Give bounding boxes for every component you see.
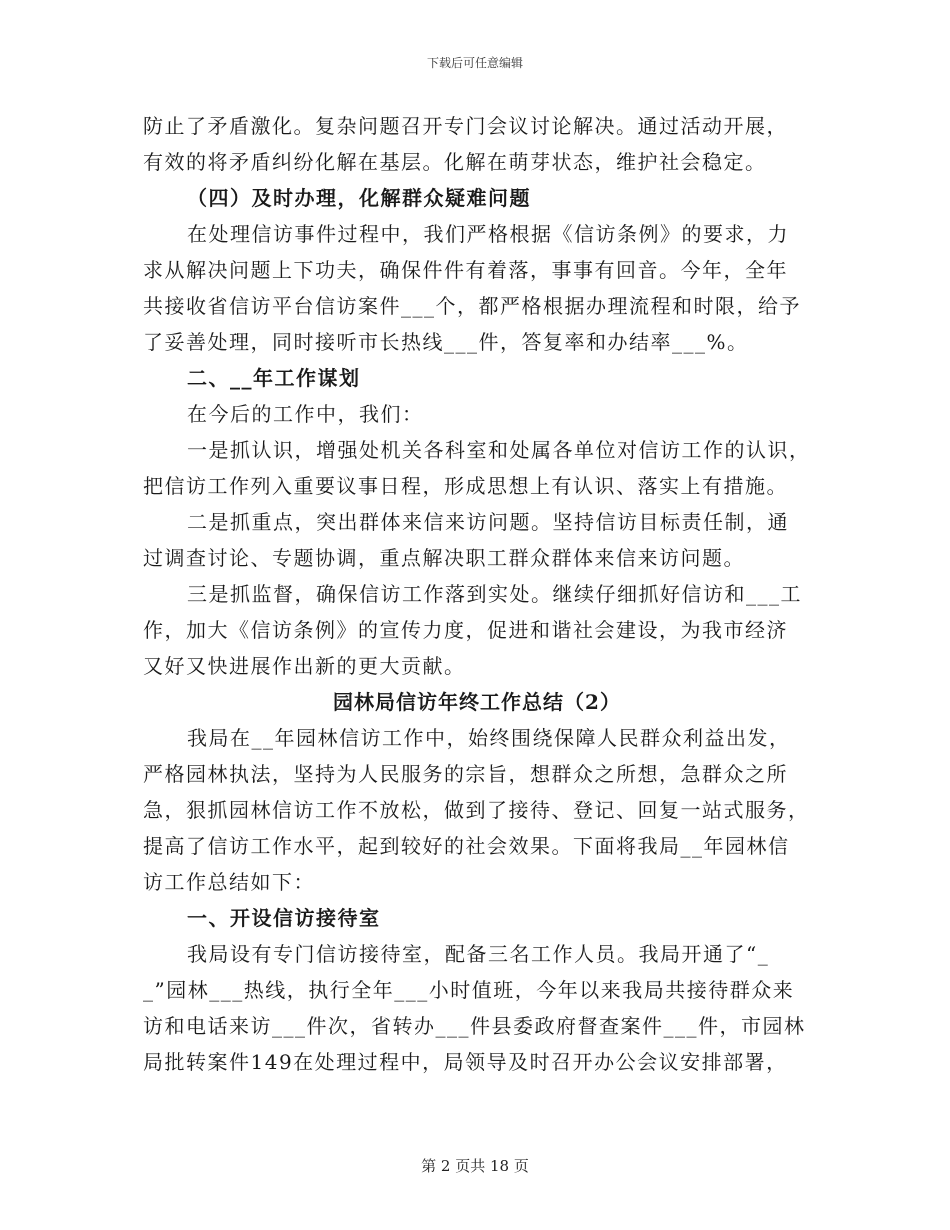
text-line: 有效的将矛盾纠纷化解在基层。化解在萌芽状态，维护社会稳定。 <box>143 150 767 174</box>
page-number: 第 2 页共 18 页 <box>421 1157 529 1175</box>
text-line: 严格园林执法，坚持为人民服务的宗旨，想群众之所想，急群众之所 <box>143 762 788 786</box>
section-heading: 园林局信访年终工作总结（2） <box>333 690 621 714</box>
document-body <box>143 108 811 1080</box>
text-line: 作，加大《信访条例》的宣传力度，促进和谐社会建设，为我市经济 <box>143 618 788 642</box>
text-line: 局批转案件149在处理过程中，局领导及时召开办公会议安排部署， <box>143 1050 788 1074</box>
text-line: 我局在__年园林信访工作中，始终围绕保障人民群众利益出发， <box>187 726 791 750</box>
section-heading: 一、开设信访接待室 <box>187 906 381 930</box>
text-line: 求从解决问题上下功夫，确保件件有着落，事事有回音。今年，全年 <box>143 258 788 282</box>
text-line: 访工作总结如下： <box>143 870 315 894</box>
text-line: 又好又快进展作出新的更大贡献。 <box>143 654 466 678</box>
text-line: 在处理信访事件过程中，我们严格根据《信访条例》的要求，力 <box>187 222 789 246</box>
text-line: 防止了矛盾激化。复杂问题召开专门会议讨论解决。通过活动开展， <box>143 114 788 138</box>
text-line: 急，狠抓园林信访工作不放松，做到了接待、登记、回复一站式服务， <box>143 798 810 822</box>
text-line: 二是抓重点，突出群体来信来访问题。坚持信访目标责任制，通 <box>187 510 789 534</box>
text-line: 一是抓认识，增强处机关各科室和处属各单位对信访工作的认识， <box>187 438 811 462</box>
text-line: 提高了信访工作水平，起到较好的社会效果。下面将我局__年园林信 <box>143 834 790 858</box>
text-line: 我局设有专门信访接待室，配备三名工作人员。我局开通了“_ <box>187 942 770 966</box>
text-line: 共接收省信访平台信访案件___个，都严格根据办理流程和时限，给予 <box>143 294 801 318</box>
text-line: 把信访工作列入重要议事日程，形成思想上有认识、落实上有措施。 <box>143 474 788 498</box>
text-line: 三是抓监督，确保信访工作落到实处。继续仔细抓好信访和___工 <box>187 582 802 606</box>
text-line: 了妥善处理，同时接听市长热线___件，答复率和办结率___%。 <box>143 330 749 354</box>
section-heading: 二、__年工作谋划 <box>187 366 361 390</box>
text-line: _”园林___热线，执行全年___小时值班，今年以来我局共接待群众来 <box>143 978 795 1002</box>
text-line: 在今后的工作中，我们： <box>187 402 424 426</box>
text-line: 过调查讨论、专题协调，重点解决职工群众群体来信来访问题。 <box>143 546 745 570</box>
page-header: 下载后可任意编辑 <box>426 56 523 70</box>
section-heading: （四）及时办理，化解群众疑难问题 <box>187 186 531 210</box>
text-line: 访和电话来访___件次，省转办___件县委政府督查案件___件，市园林 <box>143 1014 806 1038</box>
